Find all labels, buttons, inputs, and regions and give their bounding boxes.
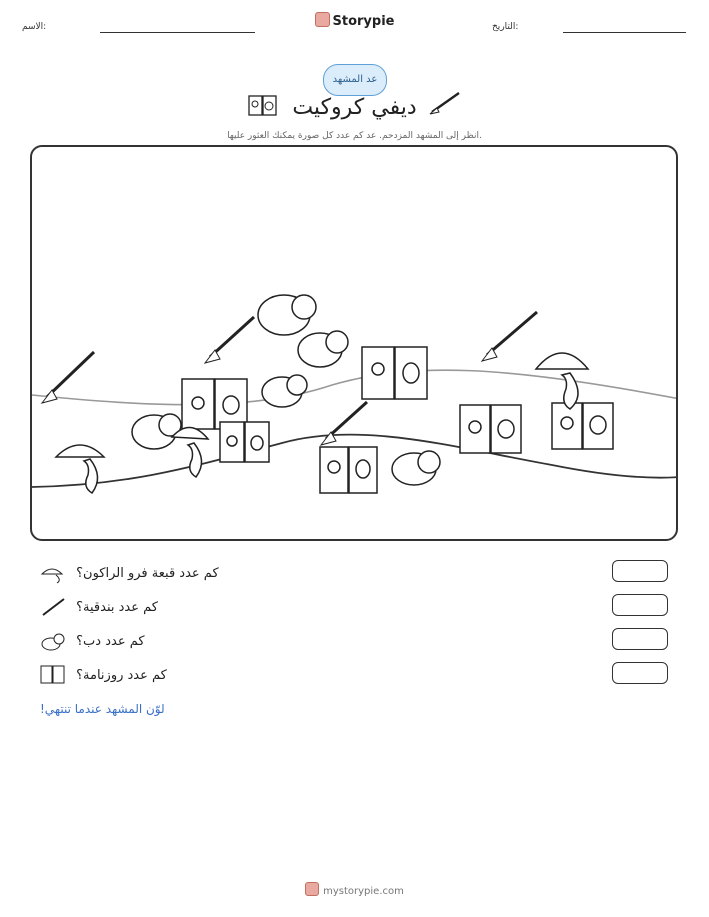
question-row-calendars [40, 664, 300, 690]
answer-box-hats[interactable] [612, 560, 668, 582]
raccoon-hat-icon [536, 353, 588, 409]
storypie-logo-icon [305, 882, 319, 896]
brand-name: Storypie [332, 14, 395, 29]
date-line[interactable] [563, 32, 686, 33]
calendar-book-icon [362, 347, 427, 399]
site-footer [0, 882, 709, 897]
question-text: كم عدد دب؟ [76, 633, 145, 649]
question-text: كم عدد قبعة فرو الراكون؟ [76, 565, 219, 581]
rifle-icon [321, 402, 367, 445]
rifle-icon [428, 90, 462, 116]
rifle-icon [482, 312, 537, 361]
question-row-bears [40, 630, 300, 656]
date-label: التاريخ: [492, 22, 519, 32]
storypie-logo-icon [315, 12, 330, 27]
raccoon-hat-icon [40, 562, 66, 584]
coloring-note: لوّن المشهد عندما تنتهي! [40, 702, 165, 716]
rifle-icon [205, 317, 254, 363]
bear-icon [40, 630, 66, 652]
name-line[interactable] [100, 32, 255, 33]
question-text: كم عدد بندقية؟ [76, 599, 158, 615]
name-label: الاسم: [22, 22, 47, 32]
bear-icon [392, 451, 440, 485]
crowded-scene[interactable] [30, 145, 678, 541]
bear-icon [298, 331, 348, 367]
brand-logo [0, 12, 709, 29]
question-text: كم عدد روزنامة؟ [76, 667, 167, 683]
answer-box-bears[interactable] [612, 628, 668, 650]
answer-box-calendars[interactable] [612, 662, 668, 684]
calendar-book-icon [320, 447, 377, 493]
bear-icon [132, 414, 181, 449]
page-title: ديفي كروكيت [292, 95, 417, 120]
answer-box-rifles[interactable] [612, 594, 668, 616]
question-row-hats [40, 562, 300, 588]
calendar-book-icon [220, 422, 269, 462]
instructions: انظر إلى المشهد المزدحم. عد كم عدد كل صورة يمكنك العثور عليها. [227, 131, 482, 141]
question-row-rifles [40, 596, 300, 622]
rifle-icon [40, 596, 66, 618]
activity-badge: عد المشهد [323, 64, 387, 96]
site-url: mystorypie.com [323, 886, 404, 897]
calendar-book-icon [40, 664, 66, 686]
bear-icon [258, 295, 316, 335]
calendar-book-icon [460, 405, 521, 453]
bear-icon [262, 375, 307, 407]
calendar-book-icon [552, 403, 613, 449]
rifle-icon [42, 352, 94, 403]
